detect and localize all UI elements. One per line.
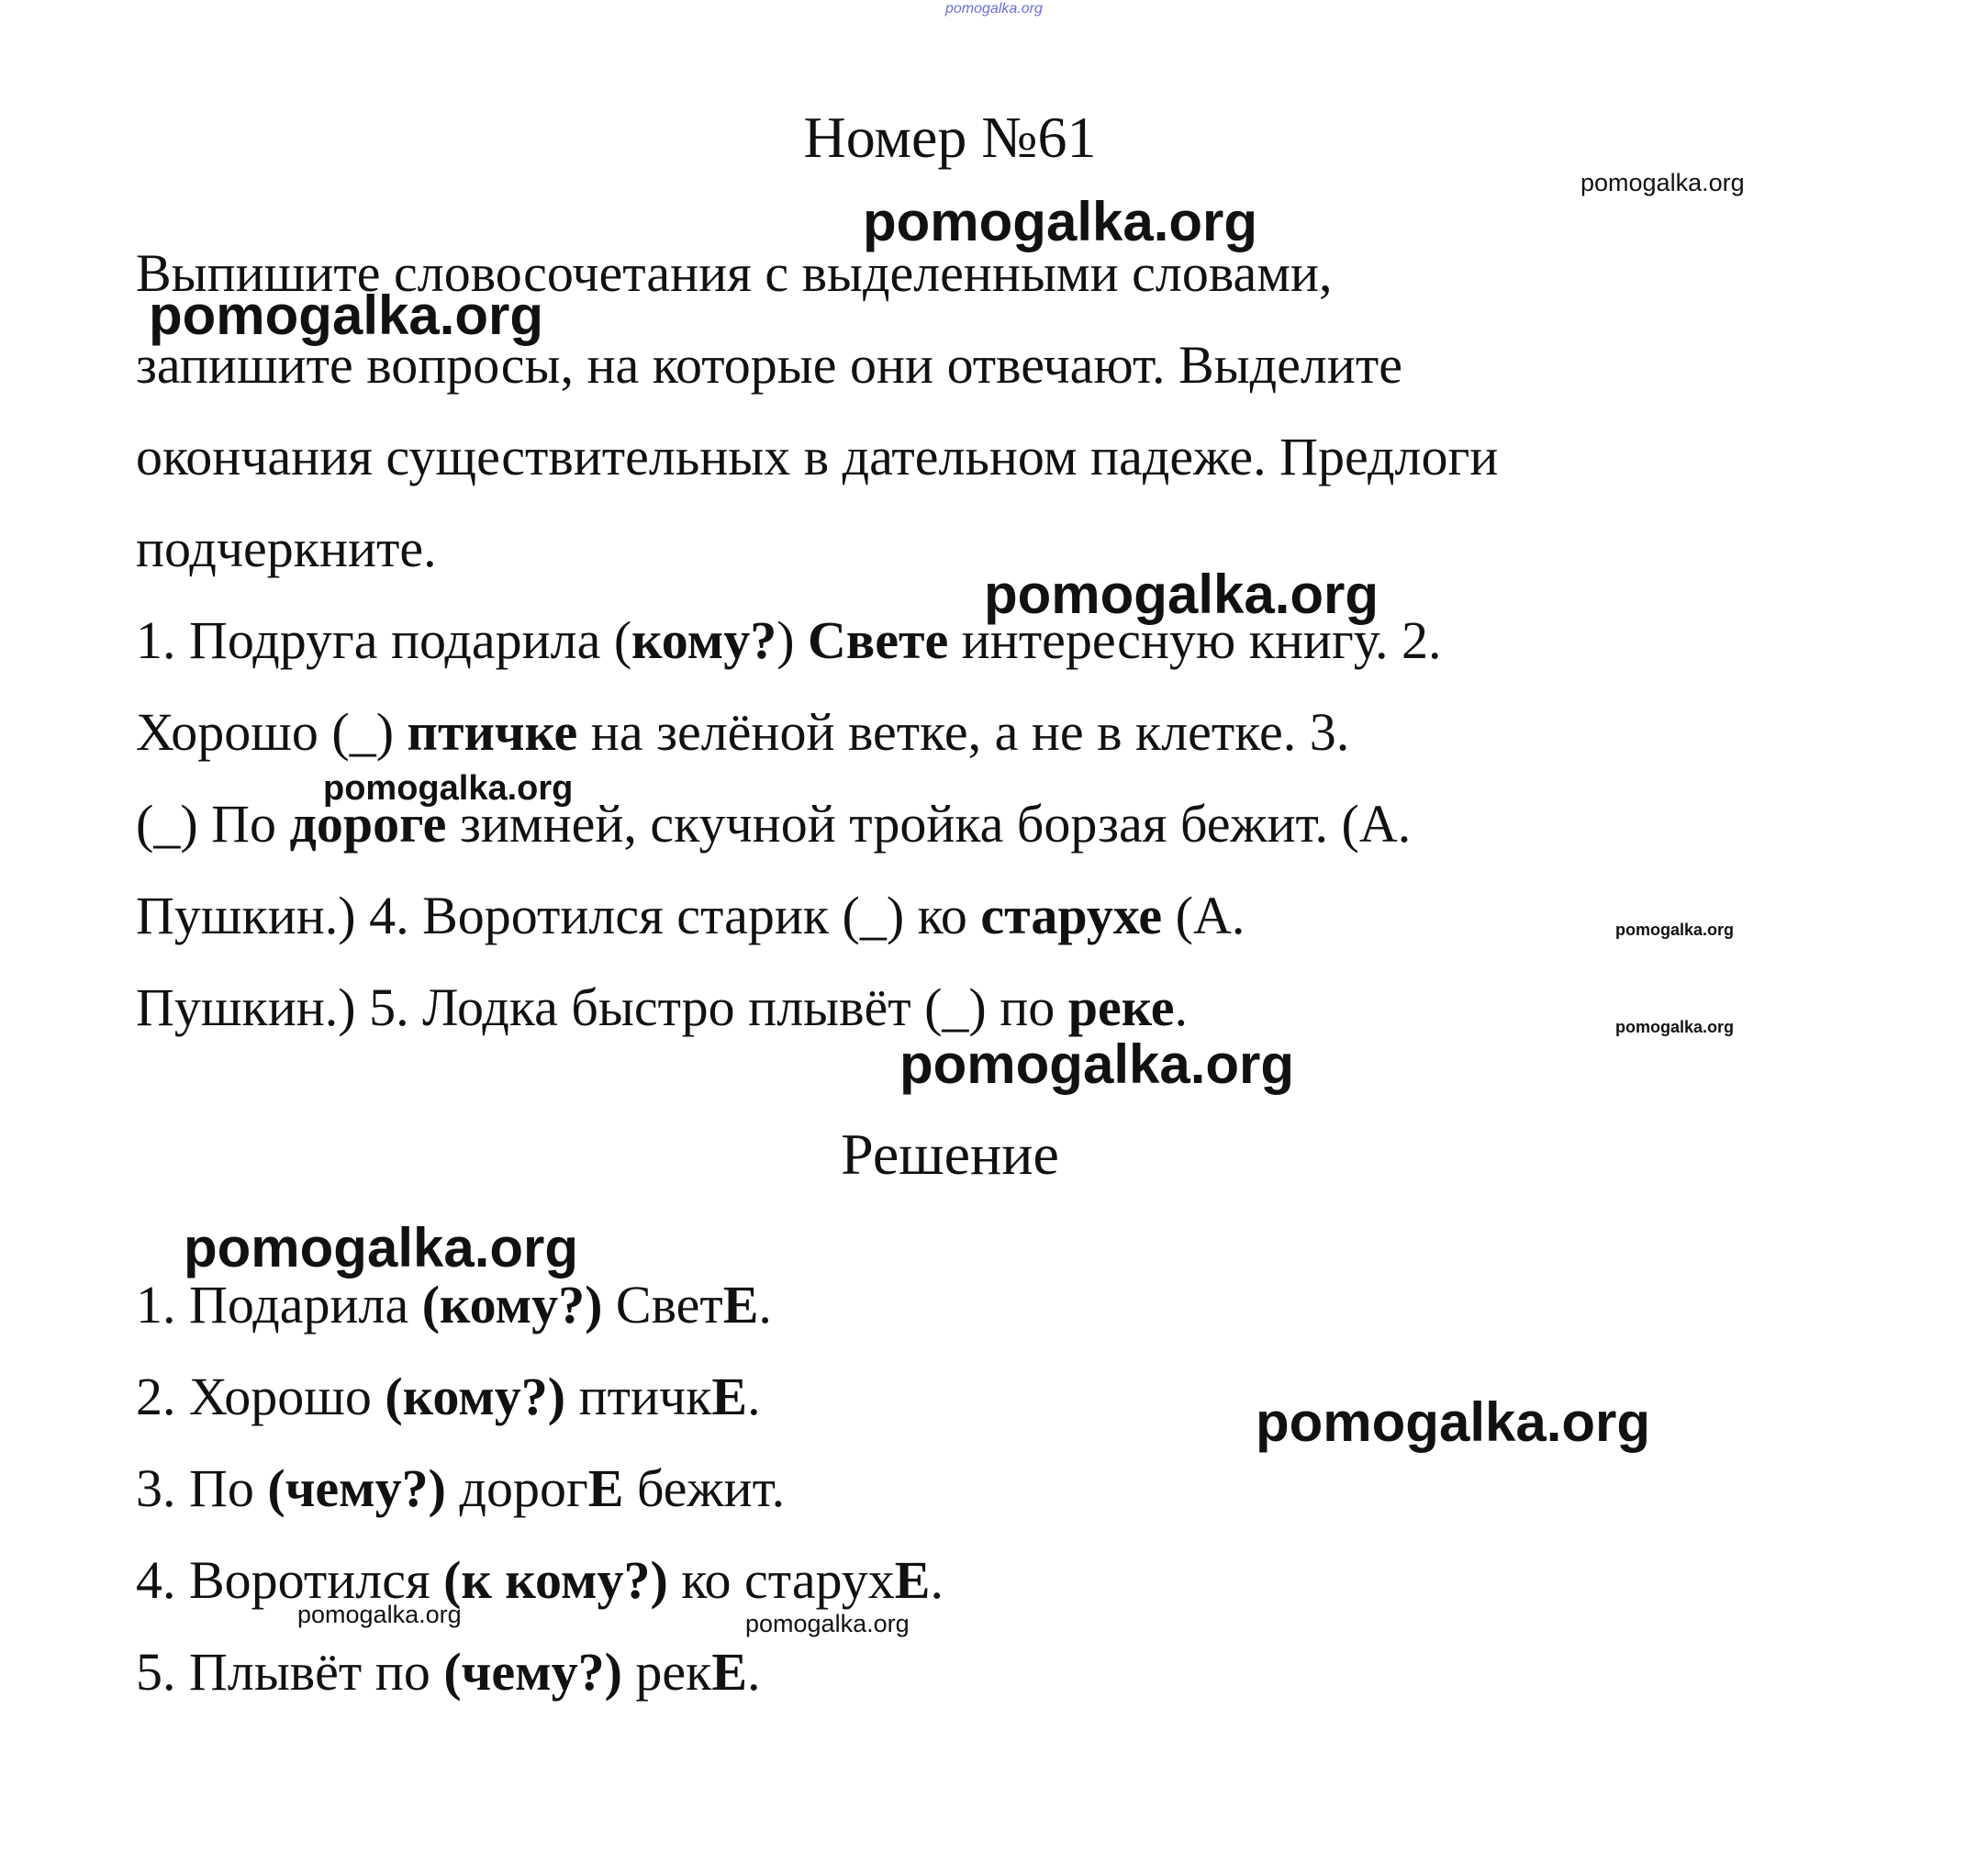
exercise-line-4: Пушкин.) 4. Воротился старик (_) ко старухе (А. bbox=[136, 886, 1245, 945]
watermark: pomogalka.org bbox=[899, 1033, 1295, 1095]
watermark: pomogalka.org bbox=[745, 1610, 910, 1637]
page-title: Номер №61 bbox=[803, 105, 1097, 170]
watermark: pomogalka.org bbox=[1580, 169, 1745, 196]
exercise-line-2: Хорошо (_) птичке на зелёной ветке, а не в клетке. 3. bbox=[136, 702, 1350, 762]
watermark: pomogalka.org bbox=[323, 769, 574, 808]
watermark: pomogalka.org bbox=[984, 564, 1379, 625]
exercise-line-3: (_) По дороге зимней, скучной тройка борзая бежит. (А. bbox=[136, 794, 1412, 854]
instruction-line-4: подчеркните. bbox=[136, 519, 437, 578]
watermark: pomogalka.org bbox=[149, 285, 544, 346]
solution-item-4: 4. Воротился (к кому?) ко старухЕ. bbox=[136, 1550, 944, 1610]
solution-heading: Решение bbox=[841, 1122, 1059, 1187]
solution-item-5: 5. Плывёт по (чему?) рекЕ. bbox=[136, 1642, 761, 1702]
solution-item-3: 3. По (чему?) дорогЕ бежит. bbox=[136, 1458, 786, 1518]
watermark: pomogalka.org bbox=[863, 191, 1258, 252]
solution-item-2: 2. Хорошо (кому?) птичкЕ. bbox=[136, 1367, 761, 1426]
watermark: pomogalka.org bbox=[1615, 921, 1735, 939]
instruction-line-1: Выпишите словосочетания с выделенными словами, bbox=[136, 243, 1333, 303]
watermark: pomogalka.org bbox=[1615, 1018, 1735, 1036]
instruction-line-3: окончания существительных в дательном падеже. Предлоги bbox=[136, 427, 1499, 486]
top-watermark: pomogalka.org bbox=[945, 1, 1043, 17]
watermark: pomogalka.org bbox=[184, 1217, 579, 1279]
exercise-line-5: Пушкин.) 5. Лодка быстро плывёт (_) по реке. bbox=[136, 977, 1188, 1037]
watermark: pomogalka.org bbox=[297, 1601, 462, 1628]
solution-item-1: 1. Подарила (кому?) СветЕ. bbox=[136, 1275, 772, 1334]
instruction-line-2: запишите вопросы, на которые они отвечают. Выделите bbox=[136, 335, 1402, 395]
watermark: pomogalka.org bbox=[1256, 1391, 1651, 1453]
exercise-line-1: 1. Подруга подарила (кому?) Свете интересную книгу. 2. bbox=[136, 610, 1442, 670]
